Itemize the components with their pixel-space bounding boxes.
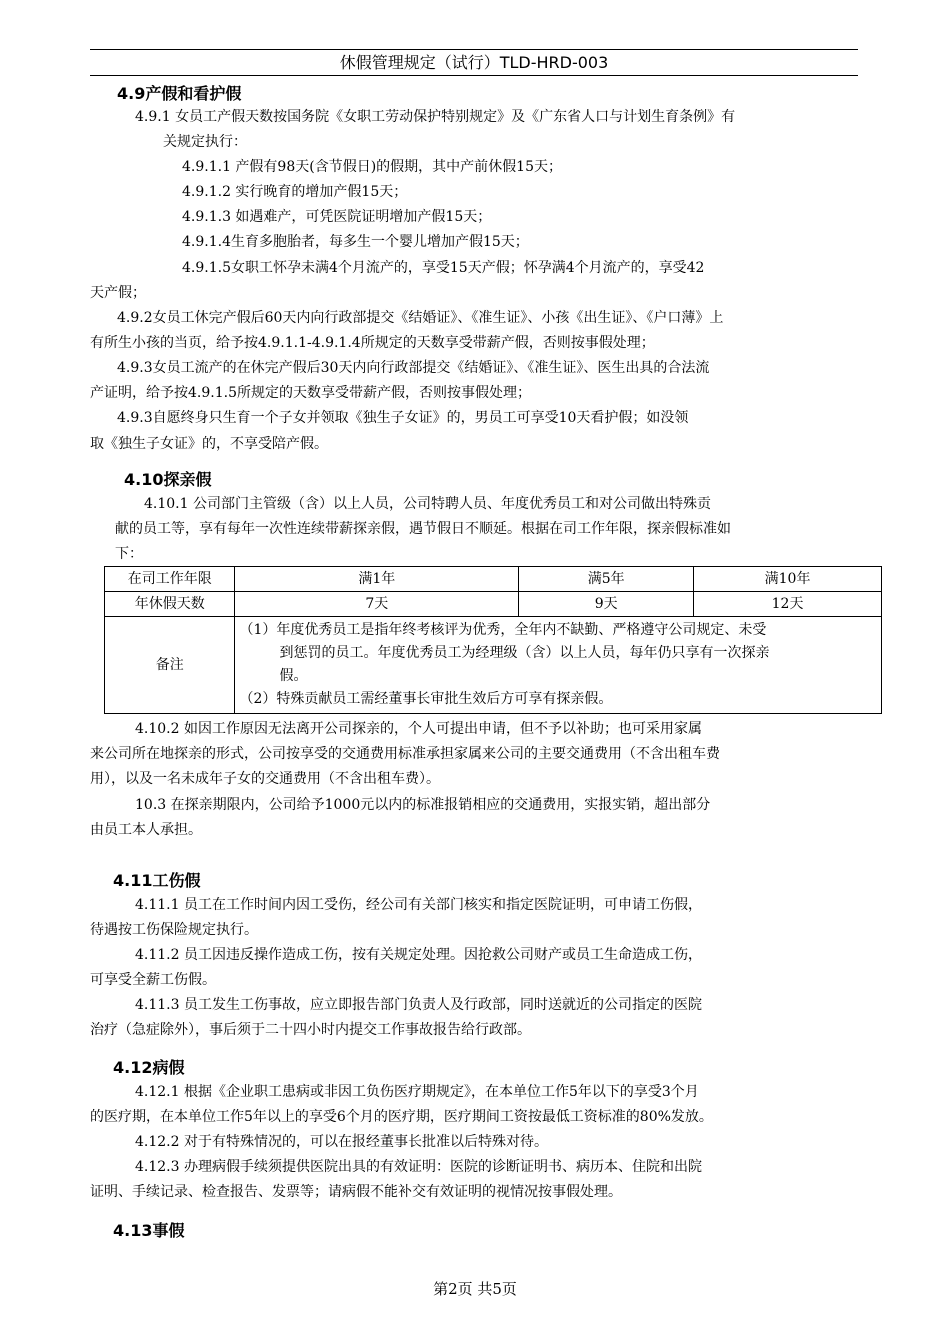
paragraph-line: 4.9.1.1 产假有98天(含节假日)的假期，其中产前休假15天； xyxy=(182,159,562,175)
paragraph-line: 4.9.1.3 如遇难产，可凭医院证明增加产假15天； xyxy=(182,209,492,225)
paragraph-line: 4.9.1.2 实行晚育的增加产假15天； xyxy=(182,184,408,200)
table-cell-note-label: 备注 xyxy=(105,617,235,714)
paragraph-line: 由员工本人承担。 xyxy=(90,822,202,838)
document-header-title: 休假管理规定（试行）TLD-HRD-003 xyxy=(339,53,609,72)
section-heading-4-9: 4.9产假和看护假 xyxy=(117,84,242,103)
paragraph-line: 4.9.1 女员工产假天数按国务院《女职工劳动保护特别规定》及《广东省人口与计划生育条例》有 xyxy=(135,109,736,125)
table-cell: 7天 xyxy=(235,592,519,617)
table-cell: 满10年 xyxy=(694,567,882,592)
header-rule-bottom xyxy=(90,75,858,76)
table-cell: 12天 xyxy=(694,592,882,617)
paragraph-line: 待遇按工伤保险规定执行。 xyxy=(90,922,258,938)
paragraph-line: 4.9.3自愿终身只生育一个子女并领取《独生子女证》的，男员工可享受10天看护假；如没领 xyxy=(117,410,689,426)
table-cell-notes xyxy=(235,617,882,714)
paragraph-line: 天产假； xyxy=(90,285,146,301)
paragraph-line: 4.9.2女员工休完产假后60天内向行政部提交《结婚证》、《准生证》、小孩《出生证》、《户口薄》上 xyxy=(117,310,724,326)
note-line: （1）年度优秀员工是指年终考核评为优秀，全年内不缺勤、严格遵守公司规定、未受 xyxy=(239,622,767,638)
table-cell: 9天 xyxy=(519,592,694,617)
paragraph-line: 有所生小孩的当页，给予按4.9.1.1-4.9.1.4所规定的天数享受带薪产假，否则按事假处理； xyxy=(90,335,655,351)
home-leave-table xyxy=(104,566,882,714)
section-heading-4-13: 4.13事假 xyxy=(113,1221,185,1240)
paragraph-line: 献的员工等，享有每年一次性连续带薪探亲假，遇节假日不顺延。根据在司工作年限，探亲假标准如 xyxy=(115,521,731,537)
paragraph-line: 4.9.1.4生育多胞胎者，每多生一个婴儿增加产假15天； xyxy=(182,234,529,250)
header-rule-top xyxy=(90,49,858,50)
paragraph-line: 下： xyxy=(115,546,143,562)
page-number: 第2页 共5页 xyxy=(433,1280,517,1298)
paragraph-line: 证明、手续记录、检查报告、发票等；请病假不能补交有效证明的视情况按事假处理。 xyxy=(90,1184,622,1200)
paragraph-line: 4.9.3女员工流产的在休完产假后30天内向行政部提交《结婚证》、《准生证》、医生出具的合法流 xyxy=(117,360,710,376)
paragraph-line: 4.10.2 如因工作原因无法离开公司探亲的，个人可提出申请，但不予以补助；也可采用家属 xyxy=(135,721,702,737)
paragraph-line: 4.11.1 员工在工作时间内因工受伤，经公司有关部门核实和指定医院证明，可申请工伤假， xyxy=(135,897,702,913)
paragraph-line: 关规定执行： xyxy=(163,134,247,150)
paragraph-line: 4.11.3 员工发生工伤事故，应立即报告部门负责人及行政部，同时送就近的公司指定的医院 xyxy=(135,997,702,1013)
table-row xyxy=(105,592,882,617)
paragraph-line: 4.11.2 员工因违反操作造成工伤，按有关规定处理。因抢救公司财产或员工生命造成工伤， xyxy=(135,947,702,963)
paragraph-line: 4.12.2 对于有特殊情况的，可以在报经董事长批准以后特殊对待。 xyxy=(135,1134,548,1150)
section-heading-4-11: 4.11工伤假 xyxy=(113,871,201,890)
table-cell: 满5年 xyxy=(519,567,694,592)
paragraph-line: 用），以及一名未成年子女的交通费用（不含出租车费）。 xyxy=(90,771,440,787)
note-line: 到惩罚的员工。年度优秀员工为经理级（含）以上人员，每年仍只享有一次探亲 xyxy=(279,645,770,661)
note-line: （2）特殊贡献员工需经董事长审批生效后方可享有探亲假。 xyxy=(239,691,613,707)
section-heading-4-10: 4.10探亲假 xyxy=(124,470,212,489)
table-cell: 年休假天数 xyxy=(105,592,235,617)
paragraph-line: 10.3 在探亲期限内，公司给予1000元以内的标准报销相应的交通费用，实报实销，超出部分 xyxy=(135,797,711,813)
paragraph-line: 取《独生子女证》的，不享受陪产假。 xyxy=(90,436,328,452)
paragraph-line: 4.12.3 办理病假手续须提供医院出具的有效证明：医院的诊断证明书、病历本、住院和出院 xyxy=(135,1159,702,1175)
paragraph-line: 可享受全薪工伤假。 xyxy=(90,972,216,988)
table-cell: 满1年 xyxy=(235,567,519,592)
paragraph-line: 来公司所在地探亲的形式，公司按享受的交通费用标准承担家属来公司的主要交通费用（不含出租车费 xyxy=(90,746,720,762)
paragraph-line: 4.10.1 公司部门主管级（含）以上人员，公司特聘人员、年度优秀员工和对公司做出特殊贡 xyxy=(144,496,711,512)
table-cell: 在司工作年限 xyxy=(105,567,235,592)
note-line: 假。 xyxy=(279,668,308,684)
table-row xyxy=(105,617,882,714)
paragraph-line: 产证明，给予按4.9.1.5所规定的天数享受带薪产假，否则按事假处理； xyxy=(90,385,531,401)
paragraph-line: 治疗（急症除外），事后须于二十四小时内提交工作事故报告给行政部。 xyxy=(90,1022,531,1038)
paragraph-line: 4.12.1 根据《企业职工患病或非因工负伤医疗期规定》，在本单位工作5年以下的享受3个月 xyxy=(135,1084,699,1100)
paragraph-line: 4.9.1.5女职工怀孕未满4个月流产的，享受15天产假；怀孕满4个月流产的，享受42 xyxy=(182,260,705,276)
paragraph-line: 的医疗期，在本单位工作5年以上的享受6个月的医疗期，医疗期间工资按最低工资标准的80%发放。 xyxy=(90,1109,713,1125)
section-heading-4-12: 4.12病假 xyxy=(113,1058,185,1077)
table-row xyxy=(105,567,882,592)
